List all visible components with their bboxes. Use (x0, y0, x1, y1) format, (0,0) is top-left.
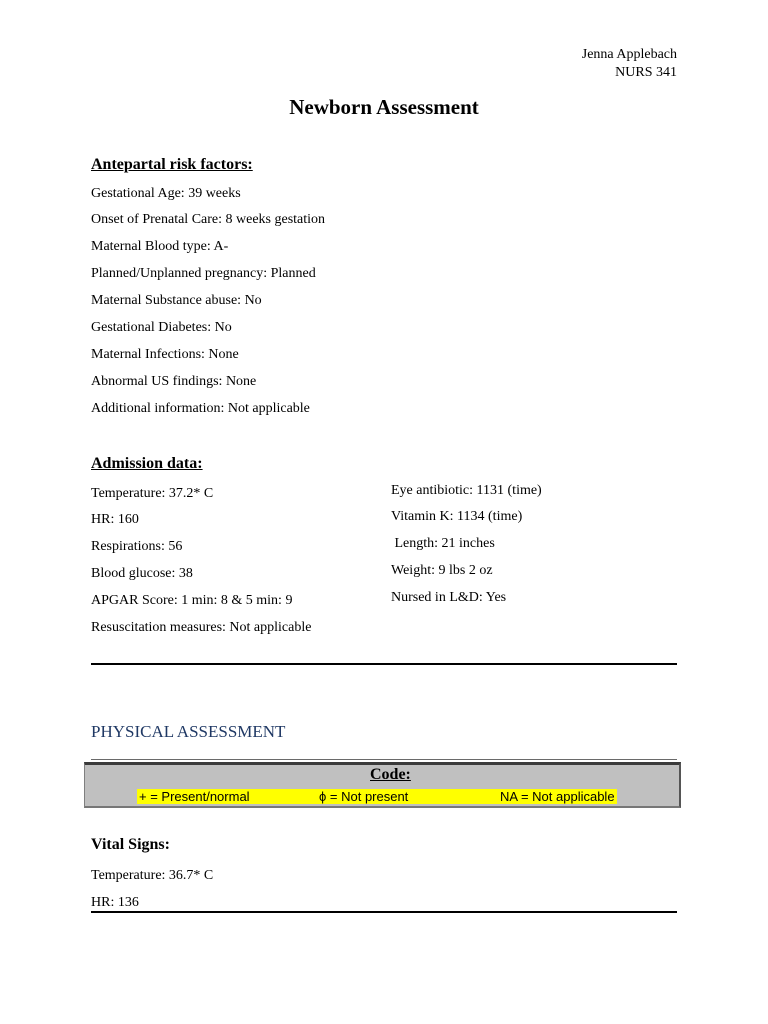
legend-item-not-present: ϕ = Not present (319, 788, 409, 804)
physical-assessment-heading: PHYSICAL ASSESSMENT (91, 722, 286, 741)
antepartal-item: Gestational Diabetes: No (91, 320, 232, 336)
vital-sign-item: HR: 136 (91, 894, 139, 910)
code-legend-box (84, 762, 681, 808)
admission-item: Blood glucose: 38 (91, 565, 193, 581)
paragraph-border (91, 759, 677, 760)
admission-heading: Admission data: (91, 455, 203, 472)
antepartal-item: Planned/Unplanned pregnancy: Planned (91, 266, 316, 282)
admission-item: Respirations: 56 (91, 539, 183, 555)
antepartal-item: Additional information: Not applicable (91, 400, 310, 416)
admission-item: Vitamin K: 1134 (time) (391, 509, 523, 525)
code-legend-row (137, 789, 617, 804)
admission-item: Eye antibiotic: 1131 (time) (391, 482, 542, 498)
legend-item-present: + = Present/normal (139, 788, 250, 804)
antepartal-item: Maternal Blood type: A- (91, 239, 229, 255)
code-heading: Code: (370, 766, 411, 783)
legend-item-not-applicable: NA = Not applicable (500, 788, 615, 804)
section-divider (91, 911, 677, 913)
admission-item: Weight: 9 lbs 2 oz (391, 562, 493, 578)
vital-signs-heading: Vital Signs: (91, 836, 170, 853)
antepartal-heading: Antepartal risk factors: (91, 156, 253, 173)
author-name: Jenna Applebach (581, 47, 677, 62)
vital-sign-item: Temperature: 36.7* C (91, 867, 214, 883)
antepartal-list (91, 181, 325, 423)
admission-left-column (91, 481, 311, 642)
vital-signs-list (91, 862, 213, 916)
admission-item: Temperature: 37.2* C (91, 485, 214, 501)
antepartal-item: Maternal Substance abuse: No (91, 293, 262, 309)
admission-item: Resuscitation measures: Not applicable (91, 619, 312, 635)
antepartal-item: Onset of Prenatal Care: 8 weeks gestation (91, 212, 326, 228)
admission-item: HR: 160 (91, 512, 139, 528)
document-title: Newborn Assessment (289, 95, 479, 119)
antepartal-item: Abnormal US findings: None (91, 373, 257, 389)
antepartal-item: Gestational Age: 39 weeks (91, 185, 241, 201)
section-divider (91, 663, 677, 665)
admission-item: Length: 21 inches (391, 536, 495, 552)
admission-item: Nursed in L&D: Yes (391, 589, 507, 605)
admission-item: APGAR Score: 1 min: 8 & 5 min: 9 (91, 592, 293, 608)
admission-right-column (391, 478, 542, 612)
document-header (582, 46, 677, 82)
course-code: NURS 341 (615, 65, 677, 80)
antepartal-item: Maternal Infections: None (91, 346, 239, 362)
